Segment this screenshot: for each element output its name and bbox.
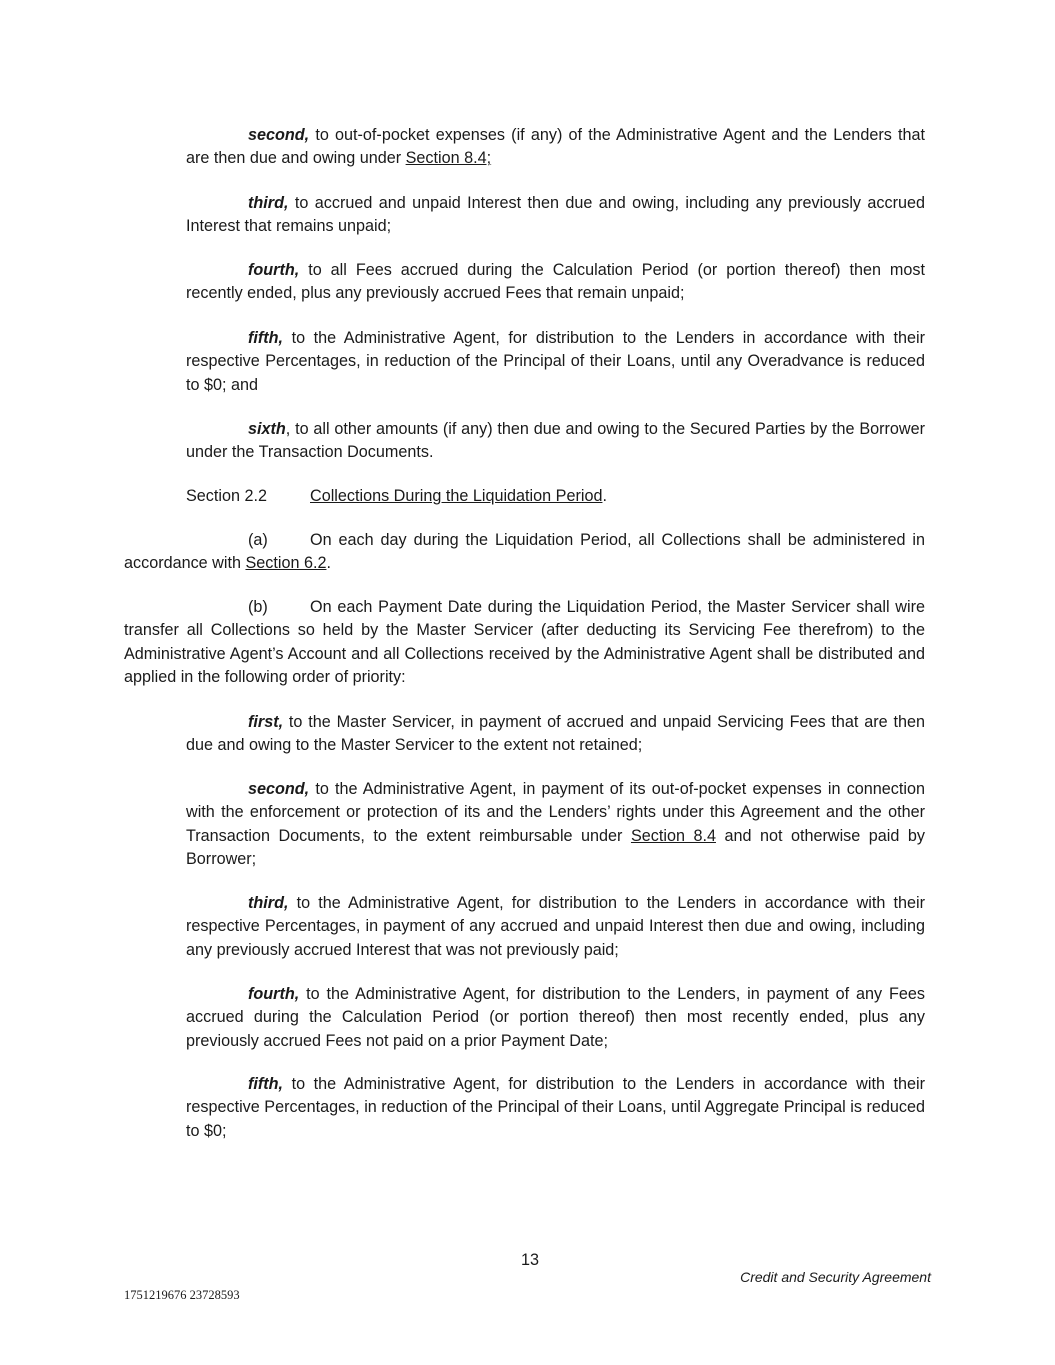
document-title: Credit and Security Agreement: [740, 1269, 931, 1285]
ordinal-label: third,: [248, 194, 289, 212]
section-reference-link[interactable]: Section 6.2: [245, 554, 327, 573]
priority-item-fifth: fifth, to the Administrative Agent, for distribution to the Lenders in accordance with their respective Percentages, in reduction of the Principal of their Loans, until Aggregate Principal is reduced to $0;: [186, 1075, 925, 1140]
section-number: Section 2.2: [186, 487, 267, 505]
ordinal-label: second,: [248, 780, 310, 798]
waterfall-item-fifth: fifth, to the Administrative Agent, for distribution to the Lenders in accordance with their respective Percentages, in reduction of the Principal of their Loans, until any Overadvance is reduced to $0; and: [186, 329, 925, 394]
ordinal-label: third,: [248, 894, 289, 912]
waterfall-item-third: third, to accrued and unpaid Interest then due and owing, including any previously accrued Interest that remains unpaid;: [186, 194, 925, 236]
ordinal-label: fifth,: [248, 329, 284, 347]
waterfall-item-second: second, to out-of-pocket expenses (if any) of the Administrative Agent and the Lenders that are then due and owing under Section 8.4;: [186, 126, 925, 168]
page-number: 13: [520, 1251, 539, 1269]
clause-a: (a) On each day during the Liquidation Period, all Collections shall be administered in accordance with Section 6.2.: [124, 531, 925, 573]
priority-item-fourth: fourth, to the Administrative Agent, for distribution to the Lenders, in payment of any Fees accrued during the Calculation Period (or portion thereof) then most recently ended, plus any previously accrued Fees not paid on a prior Payment Date;: [186, 985, 925, 1050]
ordinal-label: sixth: [248, 420, 286, 438]
section-title: Collections During the Liquidation Period: [310, 487, 603, 505]
ordinal-label: fourth,: [248, 261, 300, 279]
priority-item-second: second, to the Administrative Agent, in payment of its out-of-pocket expenses in connection with the enforcement or protection of its and the Lenders’ rights under this Agreement and the other Transaction Documents, to the extent reimbursable under Section 8.4 and not otherwise paid by Borrower;: [186, 780, 925, 869]
ordinal-label: second,: [248, 126, 310, 144]
clause-label: (a): [248, 531, 268, 549]
section-reference-link[interactable]: Section 8.4;: [405, 149, 492, 168]
section-reference-link[interactable]: Section 8.4: [630, 826, 716, 845]
waterfall-item-sixth: sixth, to all other amounts (if any) then due and owing to the Secured Parties by the Borrower under the Transaction Documents.: [186, 420, 925, 462]
ordinal-label: fifth,: [248, 1075, 284, 1093]
document-id: 1751219676 23728593: [124, 1288, 240, 1302]
ordinal-label: first,: [248, 713, 284, 731]
waterfall-item-fourth: fourth, to all Fees accrued during the Calculation Period (or portion thereof) then most recently ended, plus any previously accrued Fees that remain unpaid;: [186, 261, 925, 303]
clause-b: (b) On each Payment Date during the Liquidation Period, the Master Servicer shall wire transfer all Collections so held by the Master Servicer (after deducting its Servicing Fee therefrom) to the Administrative Agent’s Account and all Collections received by the Administrative Agent shall be distributed and applied in the following order of priority:: [124, 598, 925, 687]
ordinal-label: fourth,: [248, 985, 300, 1003]
clause-label: (b): [248, 598, 268, 616]
priority-item-third: third, to the Administrative Agent, for distribution to the Lenders in accordance with their respective Percentages, in payment of any accrued and unpaid Interest then due and owing, including any previously accrued Interest that was not previously paid;: [186, 894, 925, 959]
section-heading: Section 2.2 Collections During the Liquidation Period.: [186, 485, 925, 508]
priority-item-first: first, to the Master Servicer, in payment of accrued and unpaid Servicing Fees that are then due and owing to the Master Servicer to the extent not retained;: [186, 713, 925, 755]
